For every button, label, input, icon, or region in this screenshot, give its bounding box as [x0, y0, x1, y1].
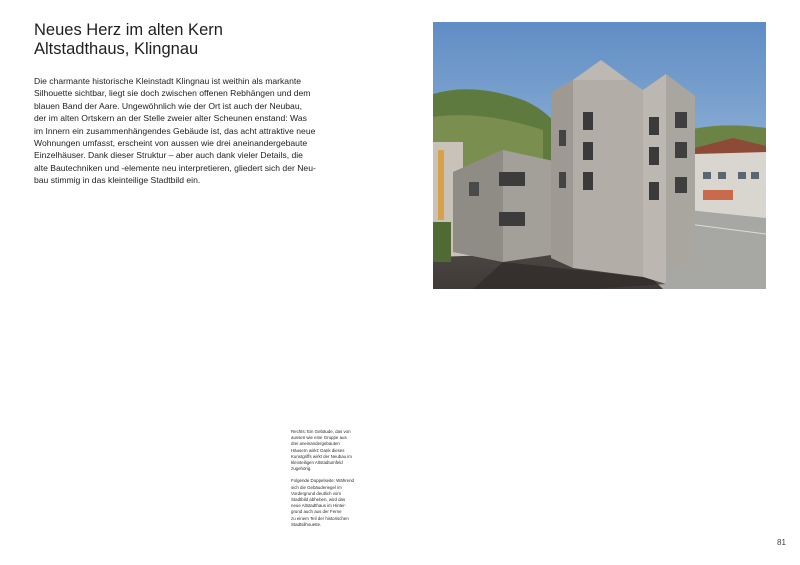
caption-line: Kunstgriffs wirkt der Neubau im: [291, 453, 352, 459]
building-photo: [433, 22, 766, 289]
caption-line: sich die Gebäuderiegel im: [291, 484, 342, 490]
caption-line: Vordergrund deutlich vom: [291, 490, 342, 496]
body-line: Wohnungen umfasst, erscheint von aussen wie drei aneinandergebaute: [34, 138, 308, 149]
caption-line: grund auch aus der Ferne: [291, 509, 342, 515]
caption-line: Stadtsilhouette.: [291, 521, 322, 527]
body-line: bau stimmig in das kleinteilige Stadtbild ein.: [34, 175, 201, 186]
image-caption: [291, 429, 381, 528]
caption-line: zu einem Teil der historischen: [291, 515, 349, 521]
caption-line: Folgende Doppelseite: Während: [291, 478, 354, 484]
body-line: Silhouette sichtbar, liegt sie doch zwischen offenen Rebhängen und dem: [34, 88, 311, 99]
body-line: Einzelhäuser. Dank dieser Struktur – aber auch dank vieler Details, die: [34, 150, 303, 161]
caption-line: drei aneinandergebauten: [291, 441, 340, 447]
body-line: Die charmante historische Kleinstadt Klingnau ist weithin als markante: [34, 76, 302, 86]
body-line: blauen Band der Aare. Ungewöhnlich wie der Ort ist auch der Neubau,: [34, 100, 303, 111]
caption-line: Stadtbild abheben, wird das: [291, 497, 346, 503]
caption-line: Rechts: Ein Gebäude, das von: [291, 429, 351, 434]
body-paragraph: [34, 75, 379, 187]
body-line: der im alten Ortskern an der Stelle zweier alter Scheunen enstand: Was: [34, 113, 307, 124]
building-photo-illustration: [433, 22, 766, 289]
caption-line: zugehörig.: [291, 466, 312, 472]
title-line-1: Neues Herz im alten Kern: [34, 21, 223, 39]
caption-line: kleinteiligen Altstadtumfeld: [291, 460, 343, 466]
caption-line: aussen wie eine Gruppe aus: [291, 435, 347, 441]
body-line: im Innern ein zusammenhängendes Gebäude ist, das acht attraktive neue: [34, 125, 316, 136]
body-line: alte Bautechniken und -elemente neu interpretieren, gliedert sich der Neu-: [34, 162, 316, 173]
page-number: 81: [777, 538, 786, 547]
caption-line: Häusern wirkt: Dank dieses: [291, 447, 345, 453]
title-line-2: Altstadthaus, Klingnau: [34, 40, 199, 58]
page-title: [34, 21, 223, 59]
caption-line: neue Altstadthaus im Hinter-: [291, 503, 347, 509]
